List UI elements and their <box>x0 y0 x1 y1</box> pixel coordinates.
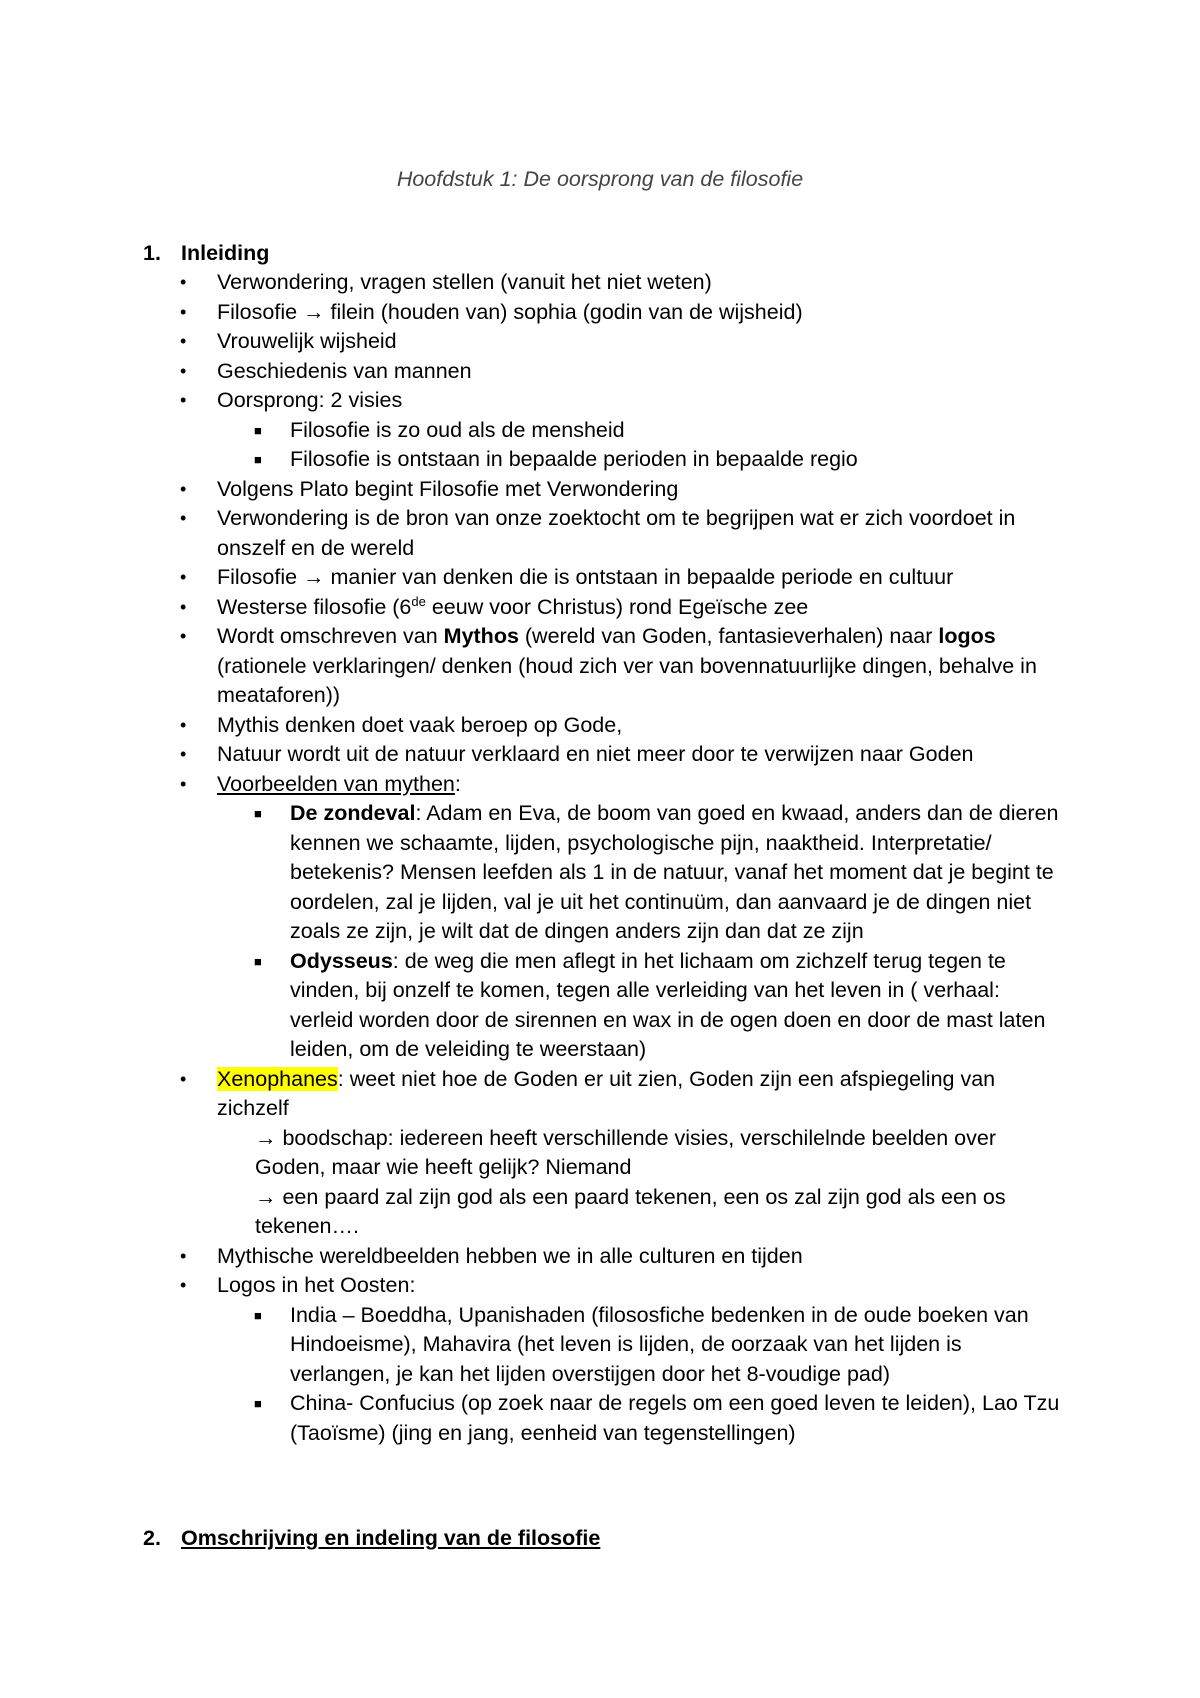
section-1-title: Inleiding <box>181 241 270 265</box>
sub-list-item: ■ Filosofie is ontstaan in bepaalde perioden in bepaalde regio <box>290 445 1060 475</box>
list-item: • Vrouwelijk wijsheid <box>217 327 1057 357</box>
bullet-icon: • <box>180 272 187 292</box>
section-1-number: 1. <box>143 241 161 265</box>
indented-paragraph: → een paard zal zijn god als een paard tekenen, een os zal zijn god als een os tekenen…. <box>255 1184 1006 1238</box>
bullet-icon: • <box>180 331 187 351</box>
square-bullet-icon: ■ <box>254 806 262 821</box>
highlighted-term: Xenophanes <box>217 1066 338 1091</box>
arrow-icon: → <box>255 1184 277 1209</box>
list-item: • Geschiedenis van mannen <box>217 357 1057 387</box>
list-item: • Verwondering is de bron van onze zoektocht om te begrijpen wat er zich voordoet in onszelf en de wereld <box>180 506 1016 560</box>
indented-paragraph: → boodschap: iedereen heeft verschillende visies, verschilelnde beelden over Goden, maar wie heeft gelijk? Niemand <box>255 1125 997 1179</box>
list-item: • Voorbeelden van mythen: <box>217 770 1057 800</box>
list-item: • Natuur wordt uit de natuur verklaard en niet meer door te verwijzen naar Goden <box>217 740 1057 770</box>
square-bullet-icon: ■ <box>254 452 262 467</box>
section-2-number: 2. <box>143 1526 161 1550</box>
section-2-title: Omschrijving en indeling van de filosofie <box>181 1526 601 1550</box>
bullet-icon: • <box>180 301 187 322</box>
bullet-icon: • <box>180 773 187 794</box>
list-item: • Mythis denken doet vaak beroep op Gode, <box>217 711 1057 741</box>
list-item: • Xenophanes: weet niet hoe de Goden er uit zien, Goden zijn een afspiegeling van zichzelf <box>180 1066 996 1120</box>
square-bullet-icon: ■ <box>254 422 262 438</box>
section-2-heading <box>143 1523 600 1553</box>
list-item: • Verwondering, vragen stellen (vanuit het niet weten) <box>217 268 1057 298</box>
list-item: • Logos in het Oosten: <box>217 1271 1057 1301</box>
sub-list-item: ■ China- Confucius (op zoek naar de regels om een goed leven te leiden), Lao Tzu (Taoïsme) (jing en jang, eenheid van tegenstellingen) <box>254 1391 1060 1445</box>
bullet-icon: • <box>180 1245 187 1266</box>
list-item: • Oorsprong: 2 visies <box>217 386 1057 416</box>
sub-list-item: ■ Filosofie is zo oud als de mensheid <box>290 416 1060 446</box>
bullet-icon: • <box>180 390 187 410</box>
list-item: • Westerse filosofie (6de eeuw voor Christus) rond Egeïsche zee <box>217 593 1057 623</box>
bullet-icon: • <box>180 596 187 617</box>
list-item: • Filosofie → manier van denken die is ontstaan in bepaalde periode en cultuur <box>217 563 1057 593</box>
bullet-icon: • <box>180 1275 187 1295</box>
bullet-icon: • <box>180 714 187 735</box>
section-1-heading <box>143 238 269 268</box>
bullet-icon: • <box>180 360 187 381</box>
sub-list-item: ■ De zondeval: Adam en Eva, de boom van goed en kwaad, anders dan de dieren kennen we schaamte, lijden, psychologische pijn, naaktheid. Interpretatie/ betekenis? Mensen leefden als 1 in de natuur, vanaf het moment dat je begint te oordelen, zal je lijden, val je uit het continuüm, dan aanvaard je de dingen niet zoals ze zijn, je wilt dat de dingen anders zijn dan dat ze zijn <box>254 801 1059 943</box>
square-bullet-icon: ■ <box>254 1396 262 1411</box>
arrow-icon: → <box>255 1125 277 1150</box>
document-title: Hoofdstuk 1: De oorsprong van de filosofie <box>396 167 804 191</box>
bullet-icon: • <box>180 626 187 646</box>
bullet-icon: • <box>180 567 187 587</box>
bullet-icon: • <box>180 478 187 499</box>
list-item: • Mythische wereldbeelden hebben we in alle culturen en tijden <box>217 1242 1057 1272</box>
sub-list-item: ■ Odysseus: de weg die men aflegt in het lichaam om zichzelf terug tegen te vinden, bij onzelf te komen, tegen alle verleiding van het leven in ( verhaal: verleid worden door de sirennen en wax in de ogen doen en door de mast laten leiden, om de veleiding te weerstaan) <box>254 948 1046 1061</box>
list-item: • Wordt omschreven van Mythos (wereld van Goden, fantasieverhalen) naar logos (rationele verklaringen/ denken (houd zich ver van bovennatuurlijke dingen, behalve in meataforen)) <box>180 624 1037 707</box>
section-1-list <box>0 268 1200 1448</box>
arrow-icon: → <box>303 299 325 324</box>
bullet-icon: • <box>180 508 187 528</box>
bullet-icon: • <box>180 744 187 764</box>
list-item: • Volgens Plato begint Filosofie met Verwondering <box>217 475 1057 505</box>
arrow-icon: → <box>303 565 325 589</box>
sub-list-item: ■ India – Boeddha, Upanishaden (filososfiche bedenken in de oude boeken van Hindoeisme), Mahavira (het leven is lijden, de oorzaak van het lijden is verlangen, je kan het lijden overstijgen door het 8-voudige pad) <box>254 1302 1029 1386</box>
bullet-icon: • <box>180 1068 187 1089</box>
square-bullet-icon: ■ <box>254 1307 262 1323</box>
square-bullet-icon: ■ <box>254 953 262 969</box>
list-item: • Filosofie → filein (houden van) sophia (godin van de wijsheid) <box>217 298 1057 328</box>
